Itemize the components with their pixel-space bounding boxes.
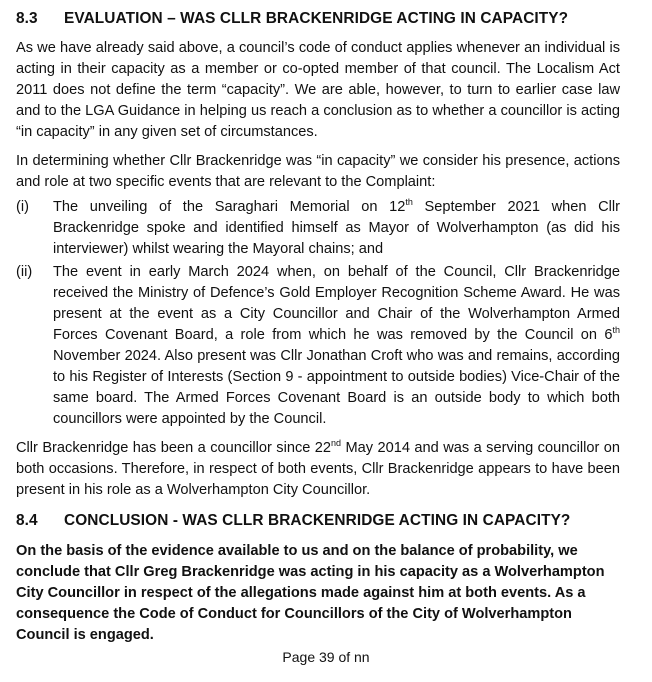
section-number: 8.3 (16, 10, 38, 27)
list-item (16, 262, 620, 430)
paragraph-serving-councillor: Cllr Brackenridge has been a councillor since 22nd May 2014 and was a serving councillor on both occasions. Therefore, in respect of both events, Cllr Brackenridge appears to have been present in his role as a Wolverhampton City Councillor. (16, 438, 620, 498)
paragraph-conclusion: On the basis of the evidence available to us and on the balance of probability, we conclude that Cllr Greg Brackenridge was acting in his capacity as a Wolverhampton City Councillor in respect of the allegations made against him at both events. As a consequence the Code of Conduct for Councillors of the City of Wolverhampton Council is engaged. (16, 543, 605, 643)
list-marker: (ii) (16, 264, 33, 280)
paragraph-capacity-definition: As we have already said above, a council’s code of conduct applies whenever an individual is acting in their capacity as a member or co-opted member of that council. The Localism Act 2011 does not define the term “capacity”. We are able, however, to turn to earlier case law and to the LGA Guidance in helping us reach a conclusion as to whether a councillor is acting “in capacity” in any given set of circumstances. (16, 40, 620, 140)
section-number: 8.4 (16, 512, 38, 529)
section-8-3-heading (16, 8, 620, 30)
section-8-4-heading (16, 510, 620, 532)
list-marker: (i) (16, 199, 29, 215)
list-item (16, 197, 620, 260)
events-list (16, 197, 620, 430)
list-item-text: The event in early March 2024 when, on behalf of the Council, Cllr Brackenridge received the Ministry of Defence’s Gold Employer Recognition Scheme Award. He was present at the event as a City Councillor and Chair of the Wolverhampton Armed Forces Covenant Board, a role from which he was removed by the Council on 6th November 2024. Also present was Cllr Jonathan Croft who was and remains, according to his Register of Interests (Section 9 - appointment to outside bodies) Vice-Chair of the same board. The Armed Forces Covenant Board is an outside body to which both councillors were appointed by the Council. (53, 264, 620, 427)
document-page (16, 8, 620, 646)
paragraph-determining-capacity: In determining whether Cllr Brackenridge was “in capacity” we consider his presence, actions and role at two specific events that are relevant to the Complaint: (16, 153, 620, 190)
page-number-footer: Page 39 of nn (282, 649, 370, 665)
section-title: CONCLUSION - WAS CLLR BRACKENRIDGE ACTING IN CAPACITY? (64, 512, 571, 529)
list-item-text: The unveiling of the Saraghari Memorial on 12th September 2021 when Cllr Brackenridge spoke and identified himself as Mayor of Wolverhampton (as did his interviewer) whilst wearing the Mayoral chains; and (53, 197, 621, 257)
section-title: EVALUATION – WAS CLLR BRACKENRIDGE ACTING IN CAPACITY? (64, 10, 569, 27)
